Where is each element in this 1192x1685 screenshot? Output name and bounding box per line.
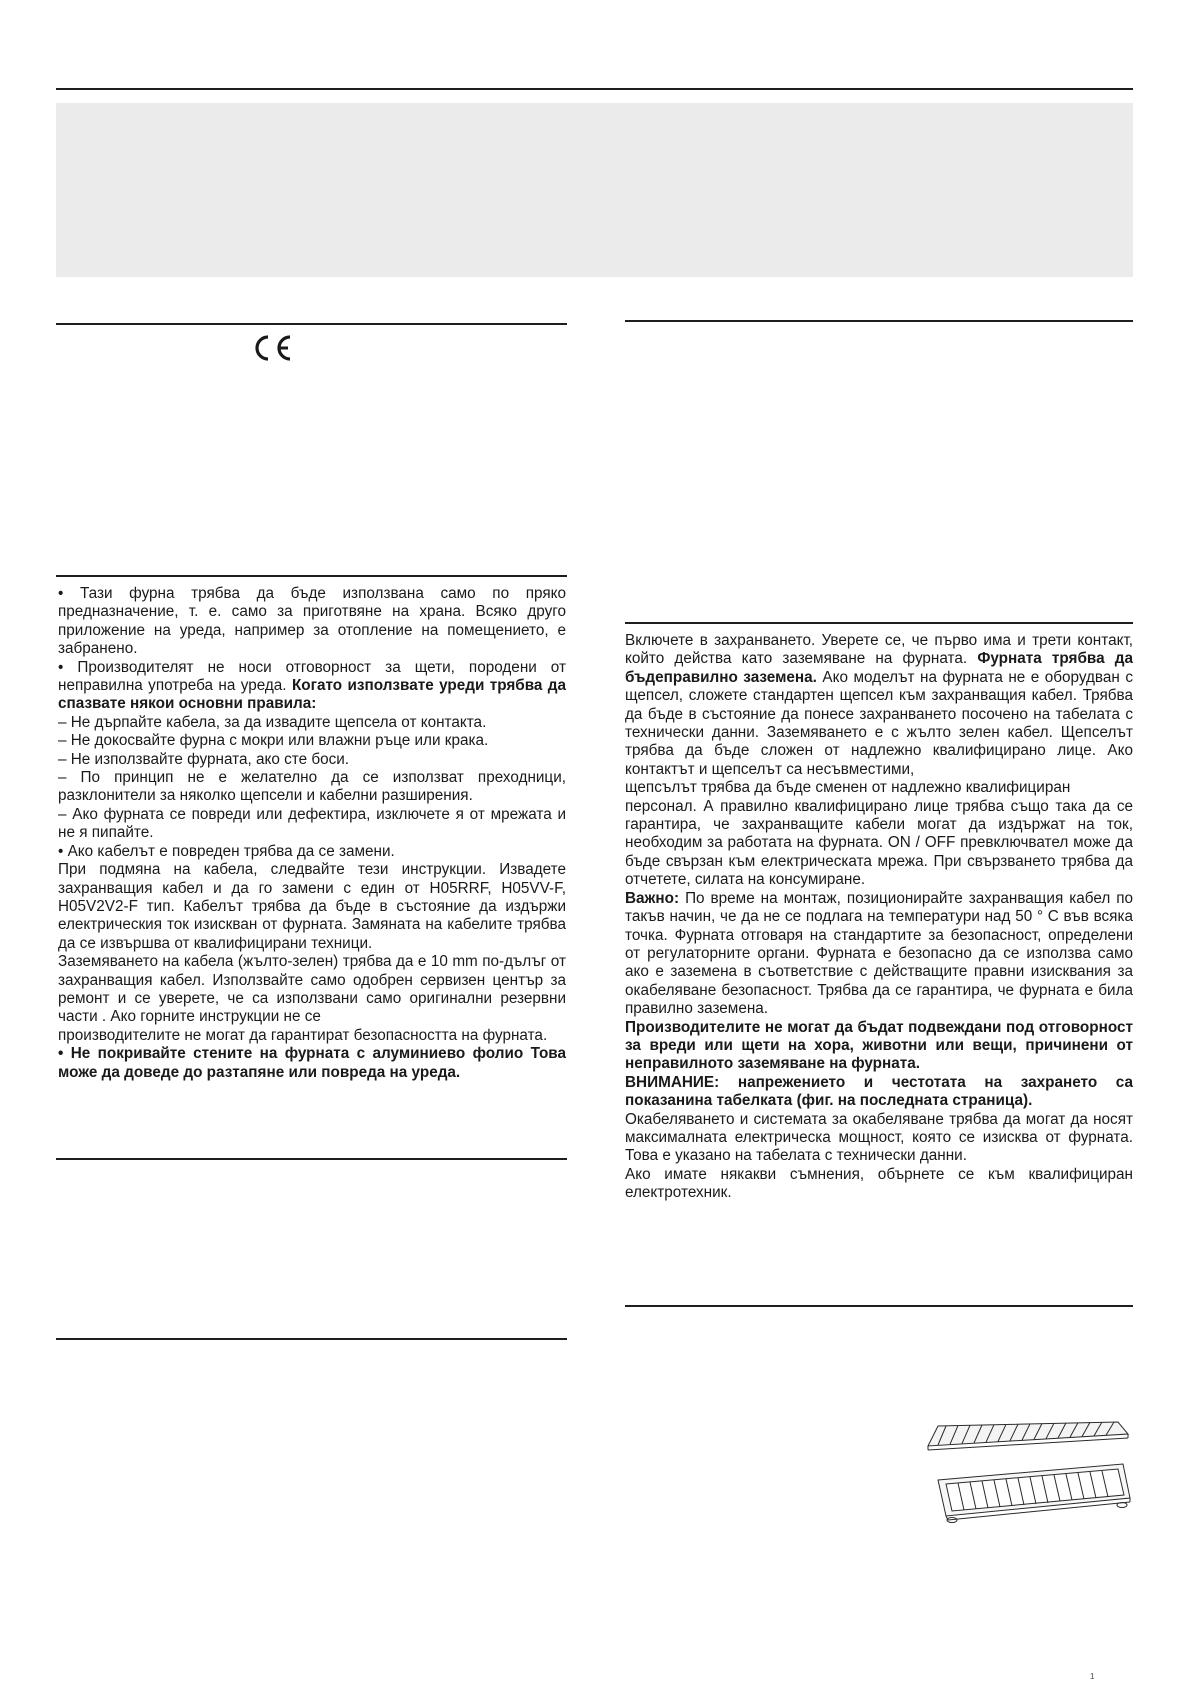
rule-item-cable: – Не дърпайте кабела, за да извадите щепсела от контакта. [58, 713, 487, 731]
ce-mark-icon [250, 333, 294, 363]
usage-paragraph-liability: • Производителят не носи отговорност за щети, породени от неправилна употреба на уреда. Когато използвате уреди трябва да спазвате някои основни правила: [58, 658, 567, 713]
install-paragraph-2: щепсълът трябва да бъде сменен от надлежно квалифициран [625, 779, 1071, 797]
foil-warning-bold: • Не покривайте стените на фурната с алуминиево фолио Това може да доведе до разтапяне или повреда на уреда. [58, 1045, 566, 1081]
left-section-rule-4 [56, 1338, 567, 1340]
cable-replacement-paragraph: При подмяна на кабела, следвайте тези инструкции. Извадете захранващия кабел и да го замени с един от H05RRF, H05VV-F, H05V2V2-F тип. Кабелът трябва да бъде в състояние да издържи електрическия ток изискван от фурната. Замяната на кабелите трябва да се извършва от квалифицирани техници. [58, 861, 566, 952]
rule-item-wet-hands: – Не докосвайте фурна с мокри или влажни ръце или крака. [58, 732, 489, 750]
safety-guarantee-paragraph: производителите не могат да гарантират безопасността на фурната. [58, 1026, 548, 1044]
rule-item-barefoot: – Не използвайте фурната, ако сте боси. [58, 750, 350, 768]
doubt-paragraph: Ако имате някакви съмнения, обърнете се към квалифициран електротехник. [625, 1165, 1133, 1202]
top-rule [56, 88, 1133, 90]
left-usage-text [58, 585, 566, 1082]
usage-paragraph-intended-use: • Тази фурна трябва да бъде използвана само по пряко предназначение, т. е. само за приготвяне на храна. Всяко друго приложение на уреда, например за отопление на помещението, е забранено. [58, 585, 566, 658]
drip-tray-icon [938, 1464, 1130, 1523]
left-section-rule-2 [56, 575, 567, 577]
right-section-rule-2 [625, 622, 1133, 624]
earthing-paragraph: Заземяването на кабела (жълто-зелен) трябва да е 10 mm по-дълъг от захранващия кабел. Използвайте само одобрен сервизен център за ремонт и се уверете, че са използвани само оригинални резервни части . Ако горните инструкции не се [58, 953, 566, 1026]
wiring-paragraph: Окабеляването и системата за окабеляване трябва да могат да носят максималната електрическа мощност, която се изисква от фурната. Това е указано на табелата с технически данни. [625, 1110, 1133, 1165]
header-panel [56, 103, 1133, 277]
install-paragraph-3: персонал. А правилно квалифицирано лице трябва също така да се гарантира, че захранващите кабели могат да издържат на ток, необходим за работата на фурната. ON / OFF превключвател може да бъде свързан към електрическата мрежа. При свързването трябва да отчетете, силата на консумиране. [625, 797, 1133, 889]
left-section-rule-3 [56, 1158, 567, 1160]
grounding-bold: Фурната трябва да бъдеправилно заземена. [625, 650, 1134, 686]
right-section-rule-1 [625, 320, 1133, 322]
right-section-rule-3 [625, 1305, 1133, 1307]
left-section-rule-1 [56, 323, 567, 325]
install-paragraph-1: Включете в захранването. Уверете се, че първо има и трети контакт, който действа като заземяване на фурната. Фурната трябва да бъдеправилно заземена. Ако моделът на фурната не е оборудван с щепсел, сложете стандартен щепсел към захранващия кабел. Трябва да бъде в състояние да понесе захранването посочено на табелата с технически данни. Заземяването е с жълто зелен кабел. Щепселът трябва да бъде сложен от надлежно квалифицирано лице. Ако контактът и щепселът са несъвместими, [625, 632, 1134, 778]
attention-voltage-bold: ВНИМАНИЕ: напрежението и честотата на захрането са показанина табелката (фиг. на последната страница). [625, 1073, 1133, 1110]
cable-damaged-note: • Ако кабелът е повреден трябва да се замени. [58, 842, 395, 860]
right-installation-text [625, 632, 1133, 1203]
manufacturer-liability-bold: Производителите не могат да бъдат подвеждани под отговорност за вреди или щети на хора, животни или вещи, причинени от неправилното заземяване на фурната. [625, 1018, 1133, 1073]
rule-item-fault: – Ако фурната се повреди или дефектира, изключете я от мрежата и не я пипайте. [58, 805, 566, 842]
oven-rack-and-tray-illustration [918, 1420, 1133, 1526]
rules-intro-bold: Когато използвате уреди трябва да спазвате някои основни правила: [58, 677, 567, 713]
rule-item-adapters: – По принцип не е желателно да се използват преходници, разклонители за няколко щепсели и кабелни разширения. [58, 769, 566, 805]
important-paragraph: Важно: По време на монтаж, позиционирайте захранващия кабел по такъв начин, че да не се подлага на температури над 50 ° С във всяка точка. Фурната отговаря на стандартите за безопасност, определени от регулаторните органи. Фурната е безопасно да се използва само ако е заземена в съответствие с действащите правни изисквания за окабеляване безопасност. Трябва да се гарантира, че фурната е била правилно заземена. [625, 889, 1134, 1018]
page-footer-mark: 1 [1090, 1672, 1095, 1681]
important-label: Важно: [625, 889, 680, 907]
wire-rack-icon [928, 1422, 1128, 1450]
